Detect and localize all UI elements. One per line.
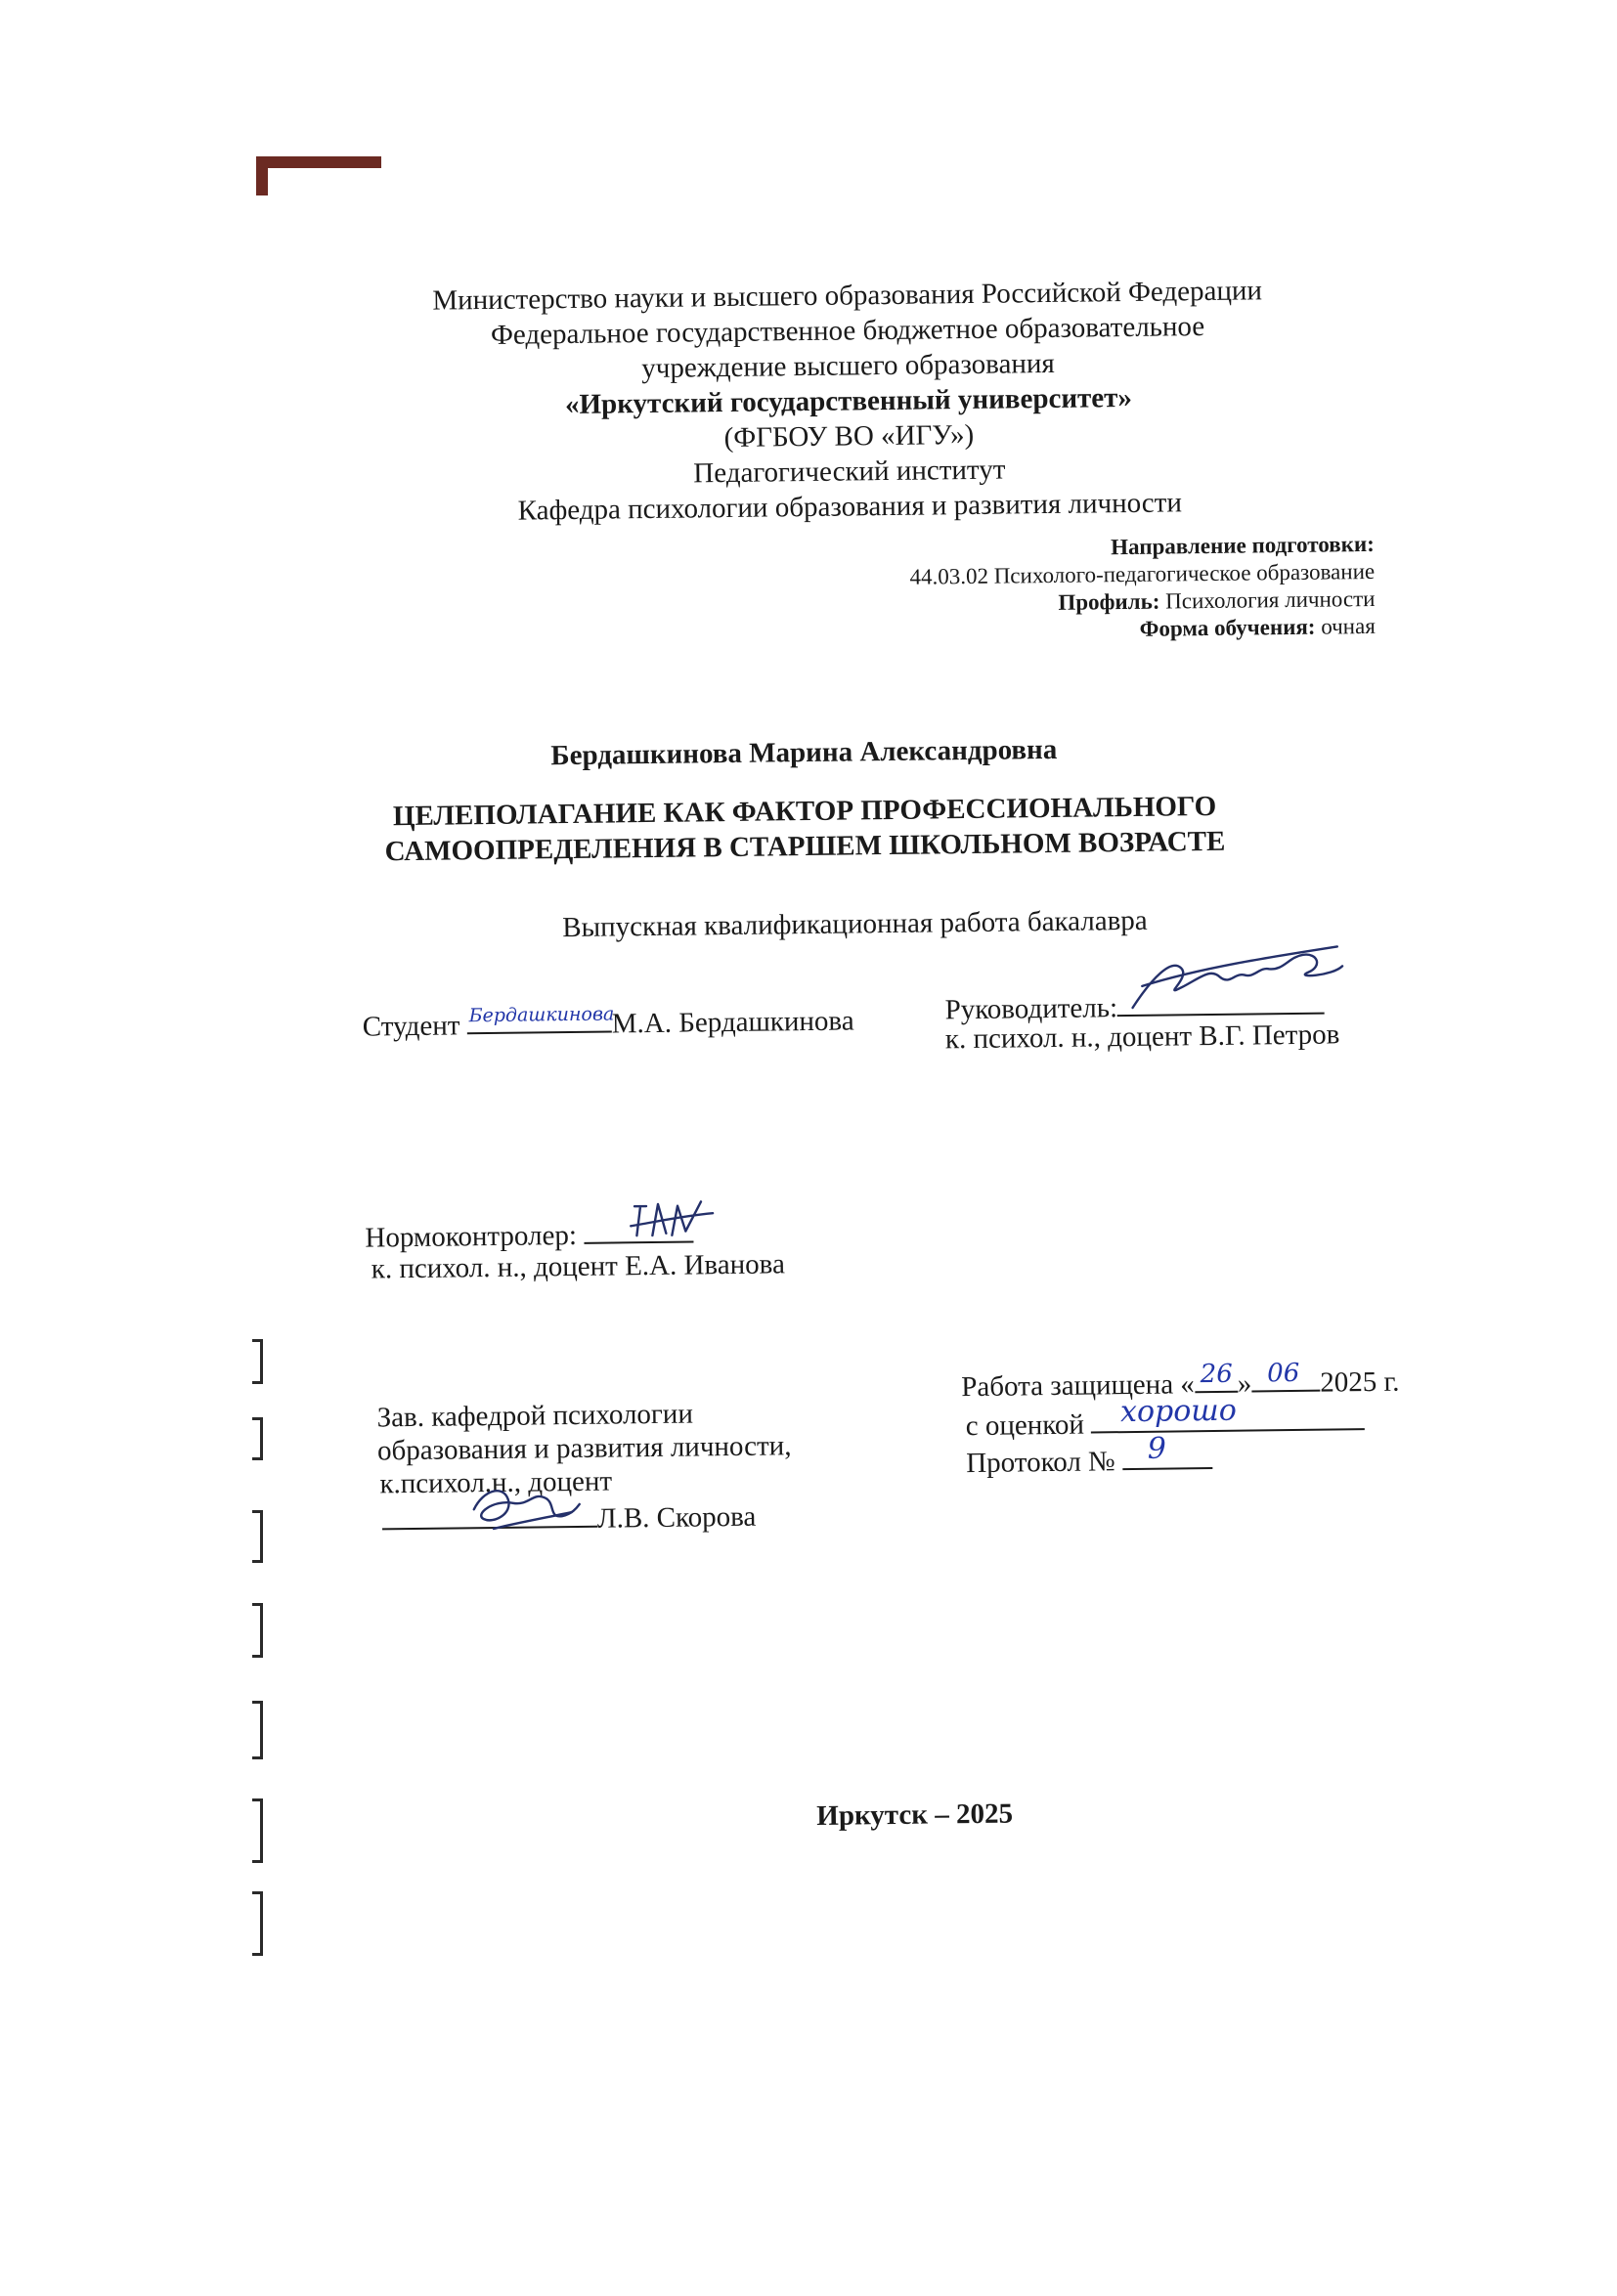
defense-month-field <box>1251 1358 1320 1393</box>
institute-name: Педагогический институт <box>693 454 1006 490</box>
grade-field <box>1091 1393 1365 1433</box>
header-line-ministry: Министерство науки и высшего образования Российской Федерации <box>432 275 1263 317</box>
supervisor-credentials: к. психол. н., доцент В.Г. Петров <box>944 1018 1340 1056</box>
form-value: очная <box>1315 613 1376 639</box>
department-name: Кафедра психологии образования и развития личности <box>517 487 1183 527</box>
head-dept-line1: Зав. кафедрой психологии <box>376 1398 694 1434</box>
university-name: «Иркутский государственный университет» <box>564 381 1133 421</box>
head-dept-name: Л.В. Скорова <box>596 1500 757 1535</box>
defense-day: 26 <box>1200 1359 1233 1390</box>
supervisor-signature <box>1122 936 1348 1018</box>
protocol-no: 9 <box>1147 1431 1167 1466</box>
defense-prefix: Работа защищена « <box>961 1368 1196 1404</box>
university-abbr: (ФГБОУ ВО «ИГУ») <box>723 418 975 455</box>
head-dept-signature <box>463 1469 582 1538</box>
grade-label: с оценкой <box>965 1408 1092 1443</box>
header-line-institution: учреждение высшего образования <box>641 347 1055 385</box>
defense-suffix: 2025 г. <box>1320 1365 1400 1399</box>
profile-value: Психология личности <box>1159 585 1376 614</box>
supervisor-label: Руководитель: <box>944 992 1118 1026</box>
normcontroller-label: Нормоконтролер: <box>365 1219 585 1254</box>
direction-label: Направление подготовки: <box>1111 531 1375 560</box>
protocol-line <box>966 1431 1212 1480</box>
normcontroller-signature <box>627 1195 716 1245</box>
head-dept-line3: к.психол.н., доцент <box>379 1465 613 1500</box>
grade-value: хорошо <box>1119 1393 1237 1430</box>
profile-label: Профиль: <box>1058 588 1160 615</box>
work-type: Выпускная квалификационная работа бакалавра <box>562 904 1148 944</box>
protocol-label: Протокол № <box>966 1446 1123 1480</box>
direction-value: 44.03.02 Психолого-педагогическое образование <box>909 558 1376 589</box>
thesis-title-line1: ЦЕЛЕПОЛАГАНИЕ КАК ФАКТОР ПРОФЕССИОНАЛЬНОГО <box>392 790 1217 833</box>
defense-month: 06 <box>1267 1358 1300 1389</box>
normcontroller-credentials: к. психол. н., доцент Е.А. Иванова <box>371 1248 786 1285</box>
student-line <box>362 1000 853 1043</box>
student-signature-line <box>466 1003 615 1034</box>
student-name: М.А. Бердашкинова <box>611 1005 854 1040</box>
student-signature: Бердашкинова <box>468 1003 615 1027</box>
header-line-federal: Федеральное государственное бюджетное образовательное <box>490 311 1205 351</box>
author-name: Бердашкинова Марина Александровна <box>550 733 1058 772</box>
student-label: Студент <box>362 1010 467 1043</box>
form-label: Форма обучения: <box>1139 614 1316 641</box>
thesis-title-line2: САМООПРЕДЕЛЕНИЯ В СТАРШЕМ ШКОЛЬНОМ ВОЗРАСТЕ <box>384 825 1226 868</box>
defense-mid: » <box>1237 1367 1252 1400</box>
footer-city-year: Иркутск – 2025 <box>816 1798 1014 1832</box>
protocol-field <box>1122 1431 1212 1470</box>
defense-day-field <box>1195 1359 1238 1394</box>
head-dept-line2: образования и развития личности, <box>376 1430 792 1467</box>
